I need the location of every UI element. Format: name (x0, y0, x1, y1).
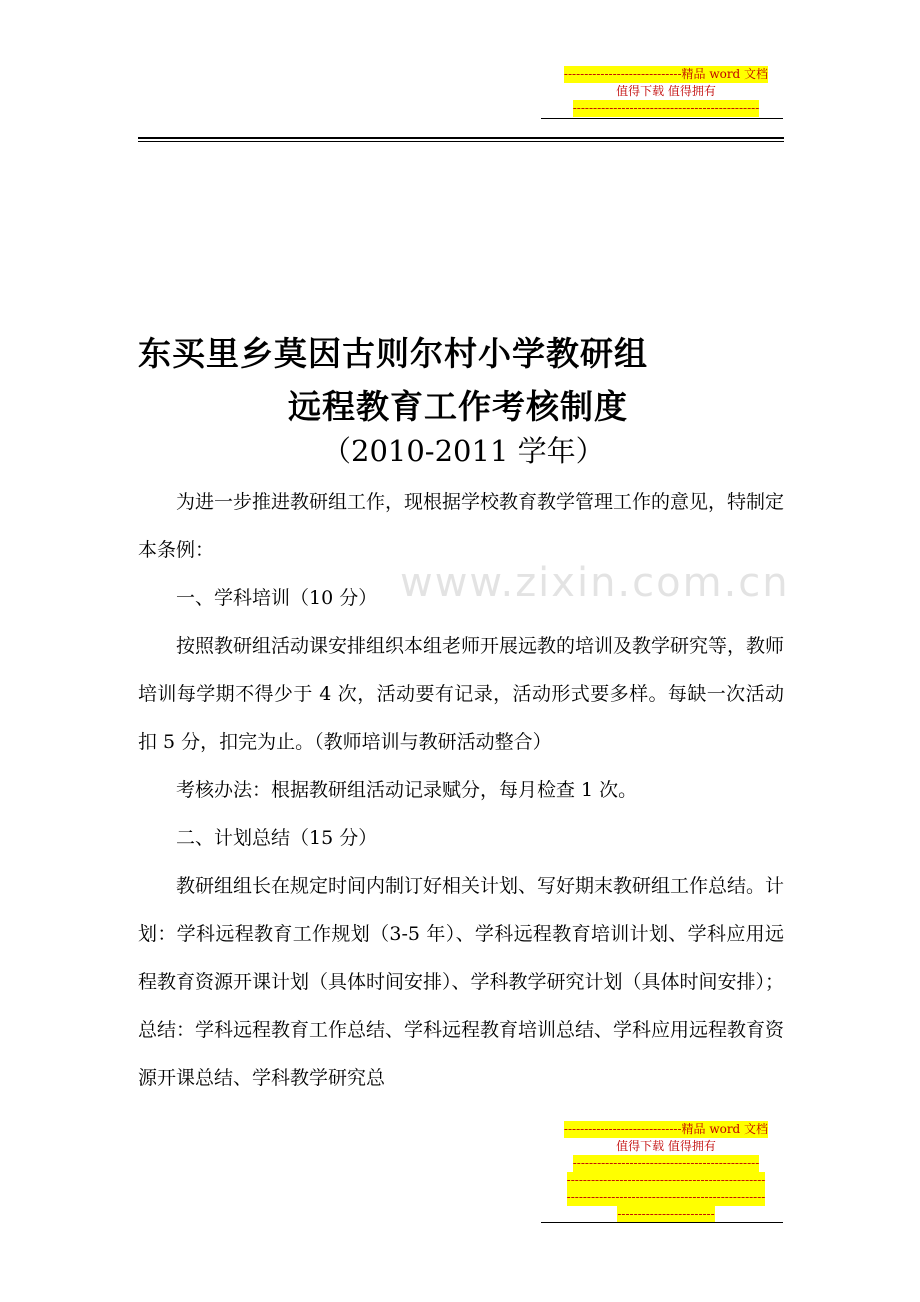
header-banner-line-2: 值得下载 值得拥有 (616, 84, 716, 98)
section-1-assessment: 考核办法：根据教研组活动记录赋分，每月检查 1 次。 (176, 779, 638, 801)
header-banner (548, 66, 784, 117)
footer-rule (541, 1222, 783, 1223)
section-2-heading: 二、计划总结（15 分） (176, 827, 378, 849)
document-body (138, 478, 784, 1102)
document-title-line-2: 远程教育工作考核制度 (288, 387, 628, 426)
section-1-paragraph: 按照教研组活动课安排组织本组老师开展远教的培训及教学研究等，教师培训每学期不得少于 4 次，活动要有记录，活动形式要多样。每缺一次活动扣 5 分，扣完为止。（教师培训与教研活动整合） (138, 635, 785, 753)
watermark: www.zixin.com.cn (400, 560, 790, 606)
intro-paragraph: 为进一步推进教研组工作，现根据学校教育教学管理工作的意见，特制定本条例： (138, 491, 785, 561)
section-2-paragraph: 教研组组长在规定时间内制订好相关计划、写好期末教研组工作总结。计划：学科远程教育工作规划（3-5 年）、学科远程教育培训计划、学科应用远程教育资源开课计划（具体时间安排）、学科教学研究计划（具体时间安排）；总结：学科远程教育工作总结、学科远程教育培训总结、学科应用远程教育资源开课总结、学科教学研究总 (138, 875, 785, 1089)
page-rule-top (138, 137, 784, 139)
document-title-line-3: （2010-2011 学年） (322, 434, 605, 468)
page-rule-bottom (138, 141, 784, 142)
header-rule (541, 118, 783, 119)
footer-banner-line-2: 值得下载 值得拥有 (616, 1139, 716, 1153)
footer-banner-line-5: ------------------------------------------------- (566, 1190, 766, 1204)
section-1-heading: 一、学科培训（10 分） (176, 587, 378, 609)
footer-banner-line-3: ---------------------------------------------- (572, 1156, 760, 1170)
footer-banner-line-4: ------------------------------------------------- (566, 1173, 766, 1187)
footer-banner (548, 1121, 784, 1223)
footer-banner-line-1: -----------------------------精品 word 文档 (563, 1122, 769, 1136)
document-title-line-1: 东买里乡莫因古则尔村小学教研组 (138, 334, 648, 373)
header-banner-line-3: ---------------------------------------------- (572, 101, 760, 115)
footer-banner-line-6: ------------------------ (617, 1207, 715, 1221)
header-banner-line-1: -----------------------------精品 word 文档 (563, 67, 769, 81)
